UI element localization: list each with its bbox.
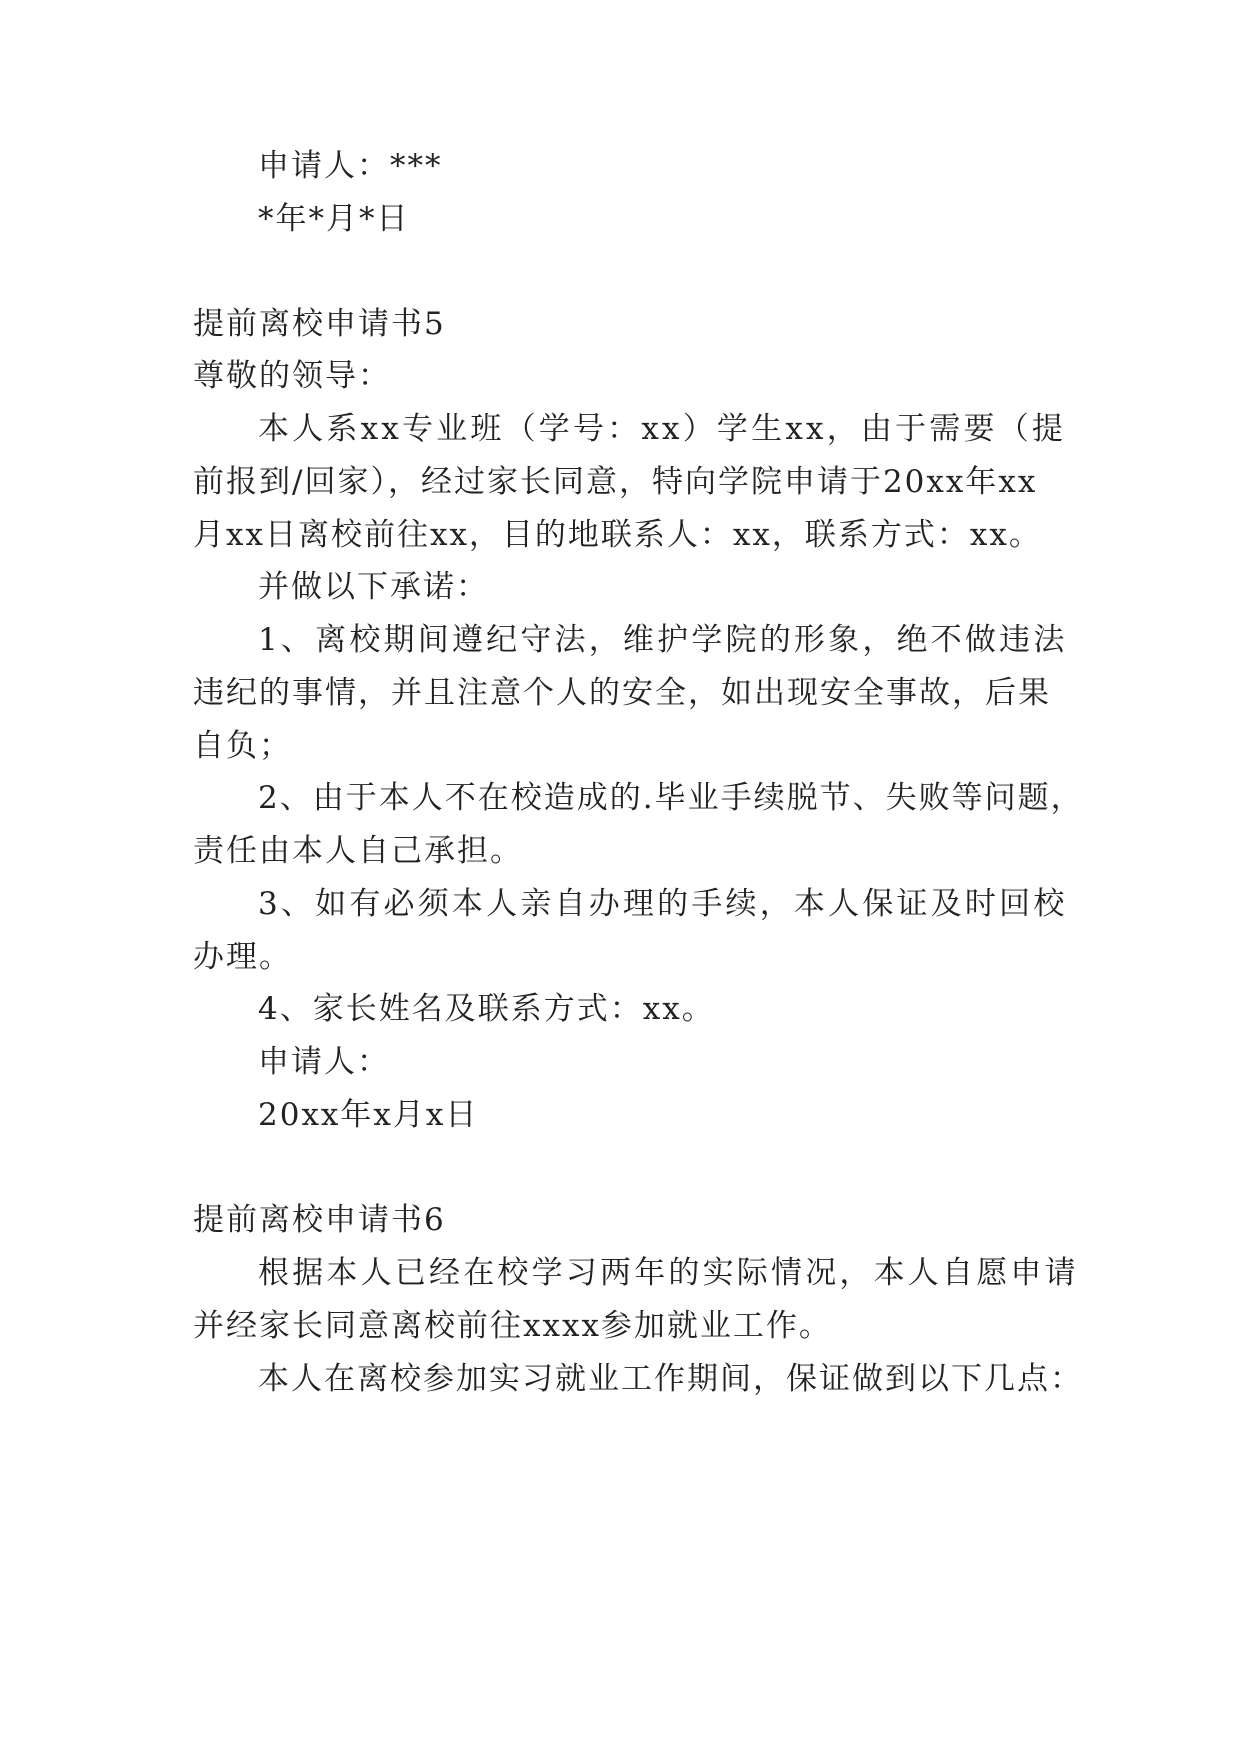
paragraph-line: 自负； [193, 728, 292, 764]
paragraph-line: 1、离校期间遵纪守法，维护学院的形象，绝不做违法 [258, 622, 1068, 658]
paragraph-line: 责任由本人自己承担。 [193, 833, 523, 869]
section-title: 提前离校申请书5 [193, 306, 446, 342]
paragraph-line: 违纪的事情，并且注意个人的安全，如出现安全事故，后果 [193, 675, 1051, 711]
paragraph-line: 本人系xx专业班（学号：xx）学生xx，由于需要（提 [258, 411, 1067, 447]
paragraph-line: 月xx日离校前往xx，目的地联系人：xx，联系方式：xx。 [193, 517, 1042, 553]
paragraph-line: 3、如有必须本人亲自办理的手续，本人保证及时回校 [258, 886, 1068, 922]
date-line: 20xx年x月x日 [258, 1097, 479, 1133]
paragraph-line: 办理。 [193, 939, 292, 975]
paragraph-line: 前报到/回家），经过家长同意，特向学院申请于20xx年xx [193, 464, 1038, 500]
signer-line: 申请人： [258, 1044, 390, 1080]
date-line: *年*月*日 [258, 201, 410, 237]
paragraph-line: 并经家长同意离校前往xxxx参加就业工作。 [193, 1308, 832, 1344]
signer-line: 申请人：*** [258, 148, 443, 184]
paragraph-line: 根据本人已经在校学习两年的实际情况，本人自愿申请 [258, 1255, 1079, 1291]
section-title: 提前离校申请书6 [193, 1202, 446, 1238]
paragraph-line: 2、由于本人不在校造成的.毕业手续脱节、失败等问题， [258, 780, 1084, 816]
paragraph-line: 本人在离校参加实习就业工作期间，保证做到以下几点： [258, 1361, 1083, 1397]
paragraph-line: 4、家长姓名及联系方式：xx。 [258, 991, 715, 1027]
salutation: 尊敬的领导： [193, 358, 391, 394]
paragraph-line: 并做以下承诺： [258, 569, 489, 605]
